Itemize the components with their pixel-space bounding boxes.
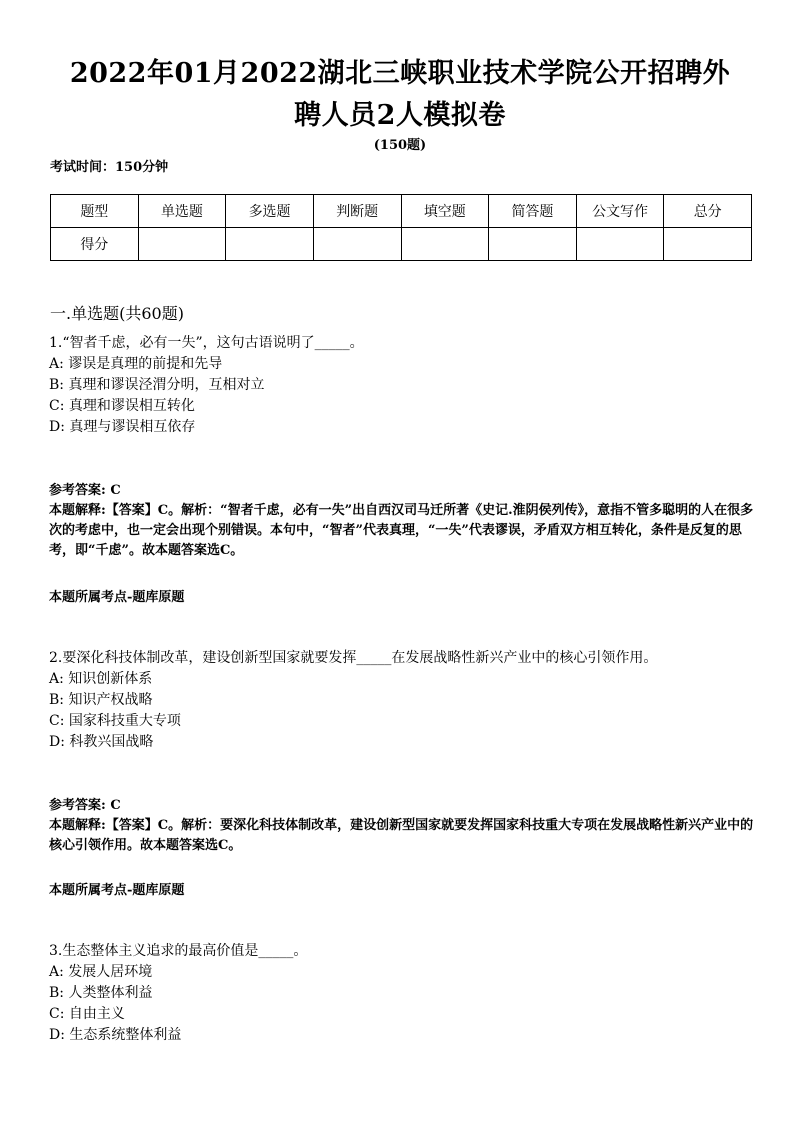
reference-answer: 参考答案: C bbox=[49, 483, 121, 498]
document-title-line2: 聘人员2人模拟卷 bbox=[294, 100, 506, 131]
score-table-header: 单选题 bbox=[138, 195, 226, 228]
option-b: B: 知识产权战略 bbox=[49, 692, 153, 708]
question-1 bbox=[49, 333, 761, 438]
answer-explanation: 本题解释:【答案】C。解析：“智者千虑，必有一失”出自西汉司马迁所著《史记.淮阴侯列传》，意指不管多聪明的人在很多次的考虑中，也一定会出现个别错误。本句中，“智者”代表真理，“一失”代表谬误，矛盾双方相互转化，条件是反复的思考，即“千虑”。故本题答案选C。 bbox=[49, 503, 754, 558]
option-b: B: 人类整体利益 bbox=[49, 985, 153, 1001]
score-table-header: 多选题 bbox=[226, 195, 314, 228]
question-3 bbox=[49, 941, 761, 1046]
score-table-header: 简答题 bbox=[489, 195, 577, 228]
score-table-header: 总分 bbox=[664, 195, 752, 228]
score-cell bbox=[489, 228, 577, 261]
score-cell bbox=[313, 228, 401, 261]
section-heading: 一.单选题(共60题) bbox=[50, 304, 184, 323]
score-cell bbox=[401, 228, 489, 261]
score-cell bbox=[226, 228, 314, 261]
option-d: D: 真理与谬误相互依存 bbox=[49, 419, 196, 435]
score-cell bbox=[138, 228, 226, 261]
score-row-label: 得分 bbox=[51, 228, 139, 261]
question-stem: 3.生态整体主义追求的最高价值是_____。 bbox=[49, 943, 308, 959]
option-a: A: 谬误是真理的前提和先导 bbox=[49, 356, 223, 372]
score-table-header: 判断题 bbox=[313, 195, 401, 228]
knowledge-point: 本题所属考点-题库原题 bbox=[49, 590, 185, 605]
option-d: D: 生态系统整体利益 bbox=[49, 1027, 182, 1043]
question-stem: 1.“智者千虑，必有一失”，这句古语说明了_____。 bbox=[49, 335, 364, 351]
score-cell bbox=[576, 228, 664, 261]
option-a: A: 发展人居环境 bbox=[49, 964, 153, 980]
score-table-header: 公文写作 bbox=[576, 195, 664, 228]
question-count: (150题) bbox=[373, 138, 427, 153]
option-c: C: 国家科技重大专项 bbox=[49, 713, 181, 729]
score-cell bbox=[664, 228, 752, 261]
knowledge-point: 本题所属考点-题库原题 bbox=[49, 883, 185, 898]
score-table-score-row bbox=[51, 228, 752, 261]
option-a: A: 知识创新体系 bbox=[49, 671, 153, 687]
option-b: B: 真理和谬误泾渭分明，互相对立 bbox=[49, 377, 265, 393]
question-2 bbox=[49, 648, 761, 753]
score-table-header: 填空题 bbox=[401, 195, 489, 228]
question-stem: 2.要深化科技体制改革，建设创新型国家就要发挥_____在发展战略性新兴产业中的核心引领作用。 bbox=[49, 650, 658, 666]
score-table bbox=[50, 194, 752, 261]
score-table-header-row bbox=[51, 195, 752, 228]
exam-time: 考试时间：150分钟 bbox=[50, 160, 169, 175]
document-title-line1: 2022年01月2022湖北三峡职业技术学院公开招聘外 bbox=[69, 58, 731, 89]
answer-explanation: 本题解释:【答案】C。解析：要深化科技体制改革，建设创新型国家就要发挥国家科技重大专项在发展战略性新兴产业中的核心引领作用。故本题答案选C。 bbox=[49, 818, 754, 853]
option-d: D: 科教兴国战略 bbox=[49, 734, 154, 750]
score-table-header: 题型 bbox=[51, 195, 139, 228]
option-c: C: 自由主义 bbox=[49, 1006, 125, 1022]
reference-answer: 参考答案: C bbox=[49, 798, 121, 813]
option-c: C: 真理和谬误相互转化 bbox=[49, 398, 195, 414]
